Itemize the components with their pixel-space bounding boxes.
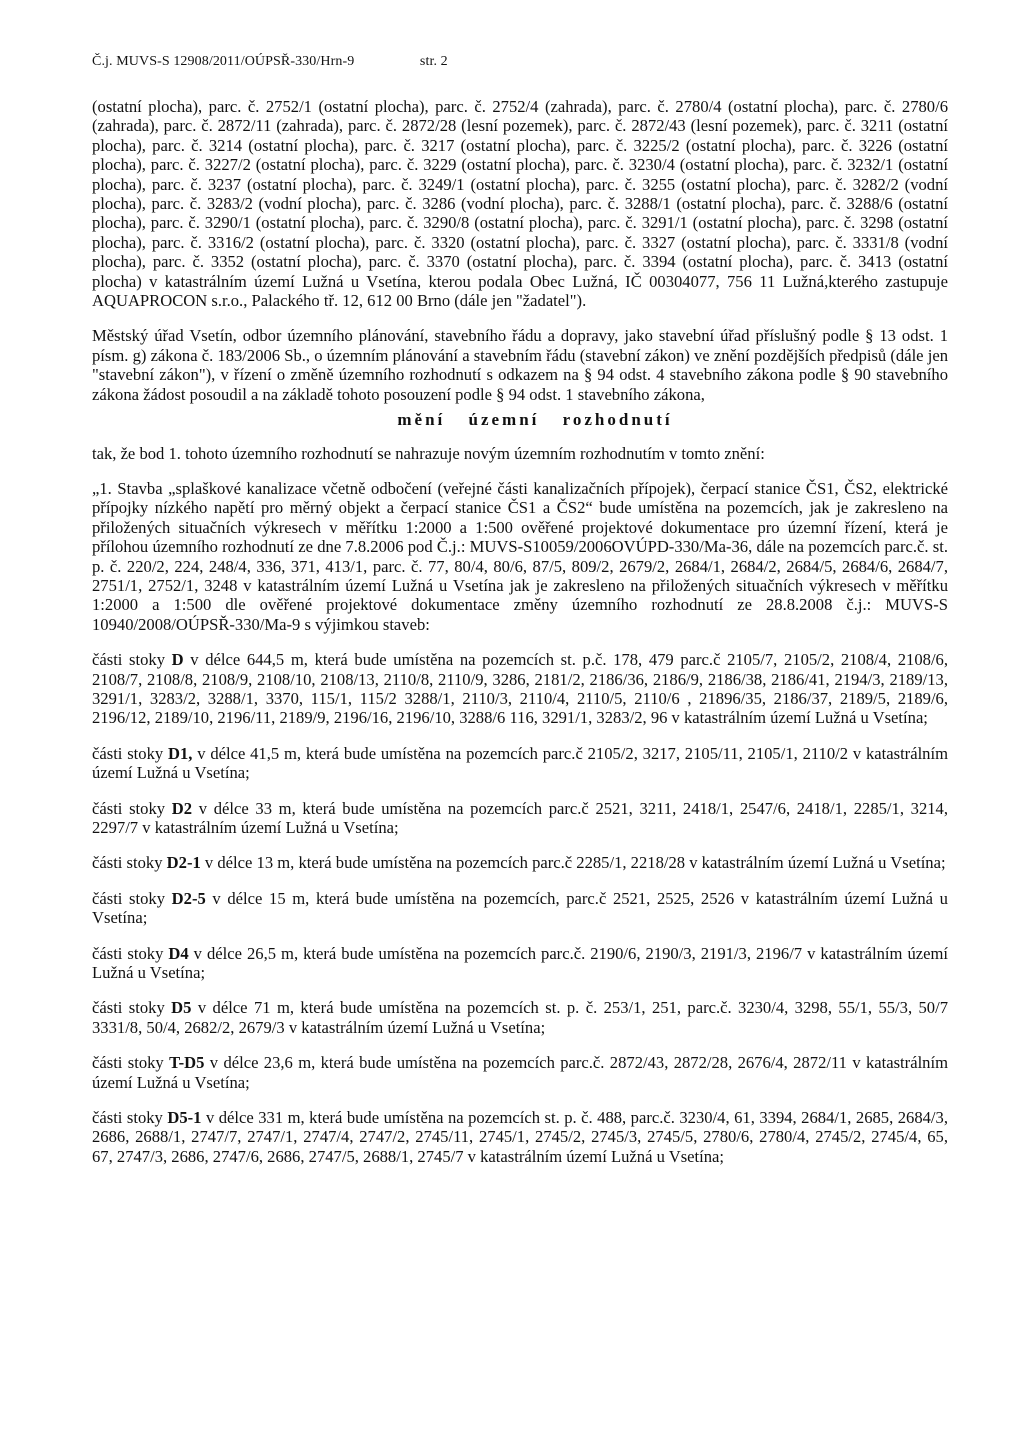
decision-word: územní (468, 410, 540, 430)
item-prefix: části stoky (92, 853, 167, 873)
item-text: v délce 331 m, která bude umístěna na pozemcích st. p. č. 488, parc.č. 3230/4, 61, 3394, 2684/1, 2685, 2684/3, 2686, 2688/1, 2747/7, 2747/1, 2747/4, 2747/2, 2745/11, 2745/1, 2745/2, 2745/3, 2745/5, 2780/6, 2780/4, 2745/2, 2745/4, 65, 67, 2747/3, 2686, 2747/6, 2686, 2747/5, 2688/1, 2745/7 v katastrálním území Lužná u Vsetína; (92, 1108, 948, 1166)
reference-number: Č.j. MUVS-S 12908/2011/OÚPSŘ-330/Hrn-9 (92, 54, 355, 69)
sewer-name: D2 (171, 798, 193, 818)
sewer-name: D1, (167, 743, 193, 763)
replacement-intro: tak, že bod 1. tohoto územního rozhodnutí se nahrazuje novým územním rozhodnutím v tomto znění: (92, 443, 765, 463)
sewer-name: D2-1 (166, 853, 201, 873)
authority-paragraph: Městský úřad Vsetín, odbor územního plánování, stavebního řádu a dopravy, jako stavební úřad příslušný podle § 13 odst. 1 písm. g) zákona č. 183/2006 Sb., o územním plánování a stavebním řádu (stavební zákon) ve znění pozdějších předpisů (dále jen "stavební zákon"), v řízení o změně územního rozhodnutí s odkazem na § 94 odst. 4 stavebního zákona podle § 90 stavebního zákona žádost posoudil a na základě tohoto posouzení podle § 94 odst. 1 stavebního zákona, (92, 326, 948, 404)
sewer-section-item (92, 650, 948, 728)
sewer-section-item (92, 998, 948, 1037)
item-prefix: části stoky (92, 798, 172, 818)
page-header (92, 54, 448, 70)
item-text: v délce 33 m, která bude umístěna na pozemcích parc.č 2521, 3211, 2418/1, 2547/6, 2418/1, 2285/1, 3214, 2297/7 v katastrálním území Lužná u Vsetína; (92, 798, 948, 837)
sewer-section-item (92, 744, 948, 783)
sewer-section-item (92, 1053, 948, 1092)
decision-heading (92, 410, 948, 429)
item-prefix: části stoky (92, 1108, 168, 1128)
item-prefix: části stoky (92, 1053, 170, 1073)
sewer-section-item (92, 944, 948, 983)
sewer-name: D4 (168, 943, 189, 963)
item-prefix: části stoky (92, 743, 168, 763)
page-number: str. 2 (419, 54, 448, 69)
sewer-name: D5-1 (167, 1108, 202, 1128)
item-prefix: části stoky (92, 998, 172, 1018)
sewer-name: D2-5 (171, 888, 206, 908)
document-body (92, 97, 948, 1182)
item-text: v délce 644,5 m, která bude umístěna na pozemcích st. p.č. 178, 479 parc.č 2105/7, 2105/2, 2108/4, 2108/6, 2108/7, 2108/8, 2108/9, 2108/10, 2108/13, 2110/8, 2110/9, 3286, 2181/2, 2186/36, 2186/9, 2186/38, 2186/41, 2194/3, 2189/13, 3291/1, 3283/2, 3288/1, 3370, 115/1, 115/2 3288/1, 2110/3, 2110/4, 2110/5, 2110/6 , 21896/35, 2186/37, 2189/5, 2189/6, 2196/12, 2189/10, 2196/11, 2189/9, 2196/16, 2196/10, 3288/6 116, 3291/1, 3283/2, 96 v katastrálním území Lužná u Vsetína; (92, 650, 948, 728)
item-prefix: části stoky (92, 888, 172, 908)
sewer-name: D5 (171, 998, 192, 1018)
item-text: v délce 71 m, která bude umístěna na pozemcích st. p. č. 253/1, 251, parc.č. 3230/4, 3298, 55/1, 55/3, 50/7 3331/8, 50/4, 2682/2, 2679/3 v katastrálním území Lužná u Vsetína; (92, 998, 948, 1037)
construction-description: „1. Stavba „splaškové kanalizace včetně odbočení (veřejné části kanalizačních přípojek), čerpací stanice ČS1, ČS2, elektrické přípojky nízkého napětí pro měrný objekt a čerpací stanice ČS1 a ČS2“ bude umístěna na pozemcích, jak je zakresleno na přiložených situačních výkresech v měřítku 1:2000 a 1:500 ověřené projektové dokumentace pro územní řízení, která je přílohou územního rozhodnutí ze dne 7.8.2006 pod Č.j.: MUVS-S10059/2006OVÚPD-330/Ma-36, dále na pozemcích parc.č. st. p. č. 220/2, 224, 248/4, 336, 371, 413/1, parc. č. 77, 80/4, 80/6, 87/5, 809/2, 2679/2, 2684/1, 2684/2, 2684/5, 2684/6, 2684/7, 2751/1, 2752/1, 3248 v katastrálním území Lužná u Vsetína jak je zakresleno na přiložených situačních výkresech v měřítku 1:2000 a 1:500 dle ověřené projektové dokumentace změny územního rozhodnutí ze 28.8.2008 č.j.: MUVS-S 10940/2008/OÚPSŘ-330/Ma-9 s výjimkou staveb: (92, 478, 948, 634)
sewer-section-item (92, 853, 948, 872)
decision-word: rozhodnutí (562, 410, 673, 430)
item-prefix: části stoky (92, 650, 172, 670)
item-prefix: části stoky (92, 943, 169, 963)
item-text: v délce 13 m, která bude umístěna na pozemcích parc.č 2285/1, 2218/28 v katastrálním území Lužná u Vsetína; (200, 853, 946, 873)
sewer-section-item (92, 889, 948, 928)
sewer-section-item (92, 1108, 948, 1166)
item-text: v délce 23,6 m, která bude umístěna na pozemcích parc.č. 2872/43, 2872/28, 2676/4, 2872/11 v katastrálním území Lužná u Vsetína; (92, 1053, 948, 1092)
decision-word: mění (397, 410, 446, 430)
item-text: v délce 26,5 m, která bude umístěna na pozemcích parc.č. 2190/6, 2190/3, 2191/3, 2196/7 v katastrálním území Lužná u Vsetína; (92, 943, 948, 983)
item-text: v délce 15 m, která bude umístěna na pozemcích, parc.č 2521, 2525, 2526 v katastrálním území Lužná u Vsetína; (92, 888, 948, 928)
sewer-name: T-D5 (169, 1053, 205, 1073)
sewer-name: D (171, 650, 184, 670)
parcel-list-paragraph: (ostatní plocha), parc. č. 2752/1 (ostatní plocha), parc. č. 2752/4 (zahrada), parc. č. 2780/4 (ostatní plocha), parc. č. 2780/6 (zahrada), parc. č. 2872/11 (zahrada), parc. č. 2872/28 (lesní pozemek), parc. č. 2872/43 (lesní pozemek), parc. č. 3211 (ostatní plocha), parc. č. 3214 (ostatní plocha), parc. č. 3217 (ostatní plocha), parc. č. 3225/2 (ostatní plocha), parc. č. 3226 (ostatní plocha), parc. č. 3227/2 (ostatní plocha), parc. č. 3229 (ostatní plocha), parc. č. 3230/4 (ostatní plocha), parc. č. 3232/1 (ostatní plocha), parc. č. 3237 (ostatní plocha), parc. č. 3249/1 (ostatní plocha), parc. č. 3255 (ostatní plocha), parc. č. 3282/2 (vodní plocha), parc. č. 3283/2 (vodní plocha), parc. č. 3286 (vodní plocha), parc. č. 3288/1 (ostatní plocha), parc. č. 3288/6 (ostatní plocha), parc. č. 3290/1 (ostatní plocha), parc. č. 3290/8 (ostatní plocha), parc. č. 3291/1 (ostatní plocha), parc. č. 3298 (ostatní plocha), parc. č. 3316/2 (ostatní plocha), parc. č. 3320 (ostatní plocha), parc. č. 3327 (ostatní plocha), parc. č. 3331/8 (vodní plocha), parc. č. 3352 (ostatní plocha), parc. č. 3370 (ostatní plocha), parc. č. 3394 (ostatní plocha), parc. č. 3413 (ostatní plocha) v katastrálním území Lužná u Vsetína, kterou podala Obec Lužná, IČ 00304077, 756 11 Lužná,kterého zastupuje AQUAPROCON s.r.o., Palackého tř. 12, 612 00 Brno (dále jen "žadatel"). (92, 97, 948, 311)
item-text: v délce 41,5 m, která bude umístěna na pozemcích parc.č 2105/2, 3217, 2105/11, 2105/1, 2110/2 v katastrálním území Lužná u Vsetína; (92, 743, 948, 783)
sewer-section-item (92, 799, 948, 838)
